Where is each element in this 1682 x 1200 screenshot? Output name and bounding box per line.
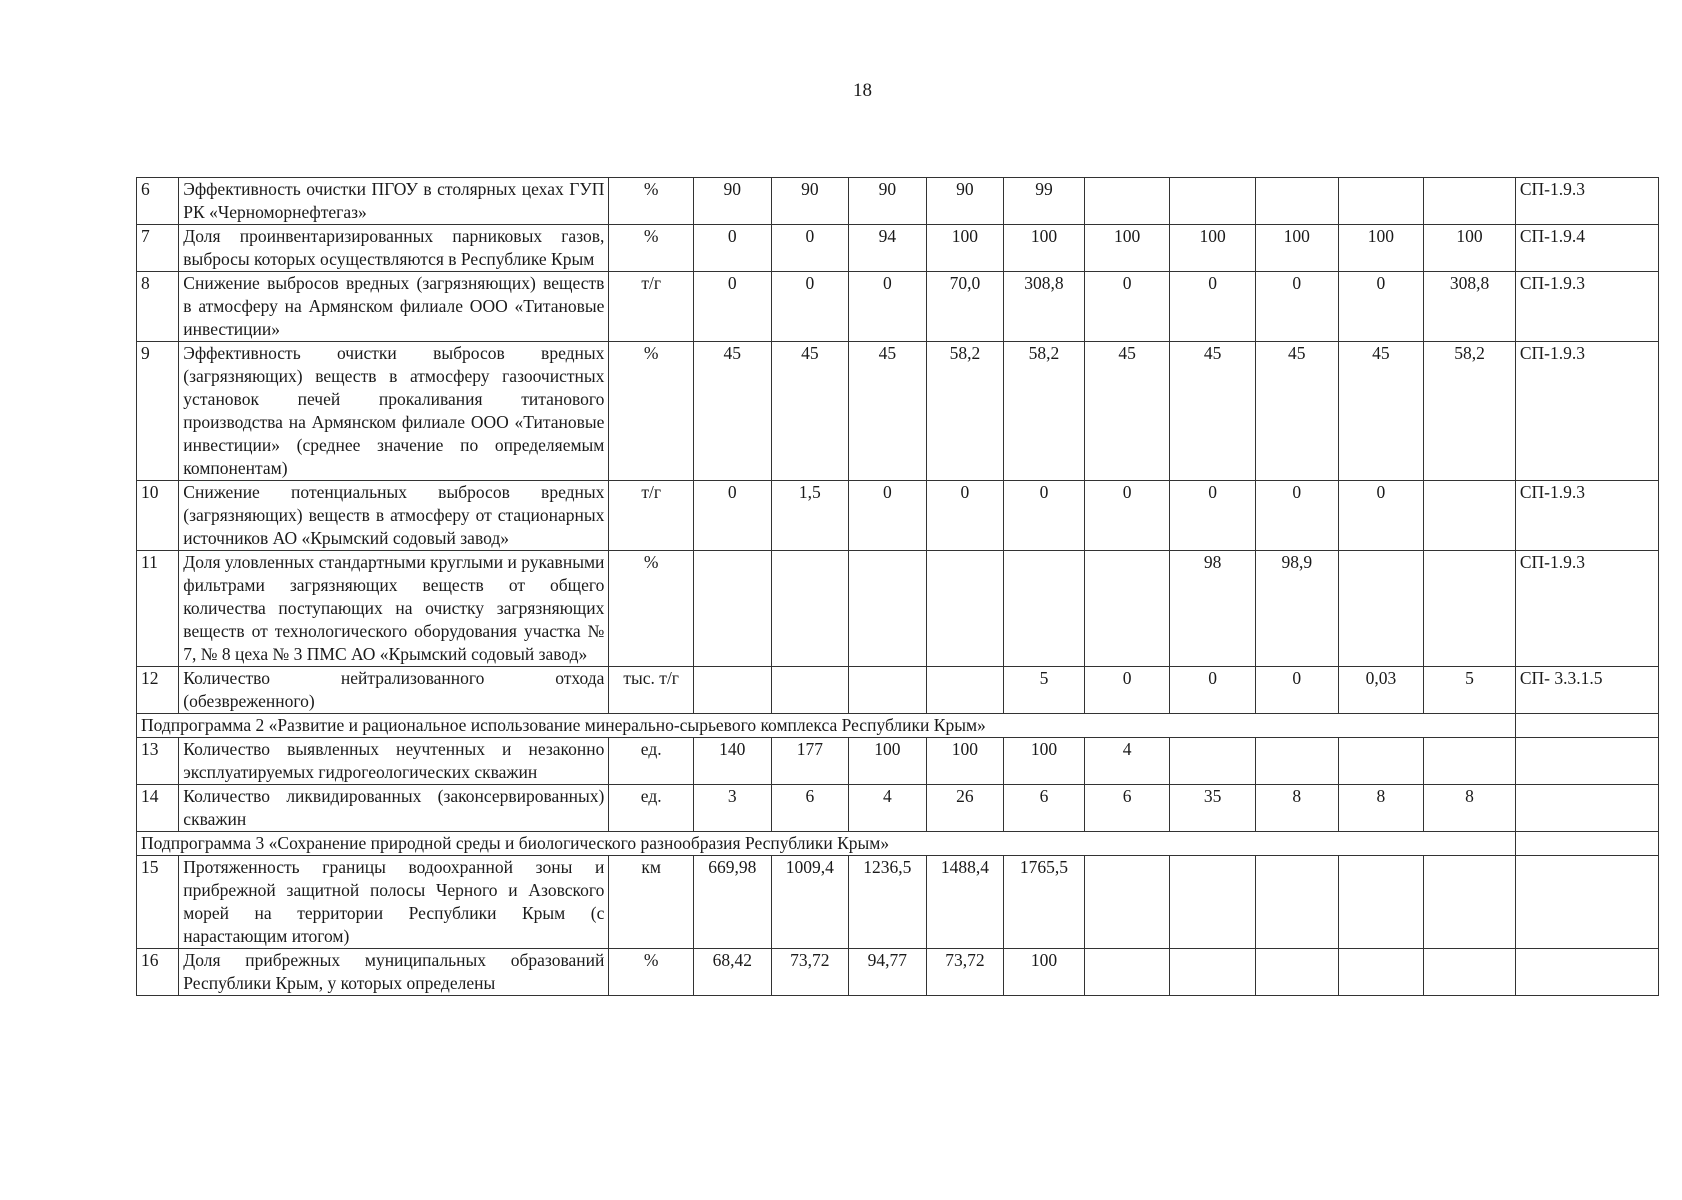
value-cell	[1170, 178, 1256, 225]
value-cell: 140	[694, 738, 772, 785]
value-cell: 0	[1255, 272, 1338, 342]
unit-cell: т/г	[609, 481, 694, 551]
value-cell: 0	[926, 481, 1004, 551]
value-cell: 0	[849, 481, 927, 551]
value-cell	[1084, 856, 1170, 949]
value-cell: 58,2	[1004, 342, 1085, 481]
value-cell: 45	[771, 342, 849, 481]
subprogram-row	[137, 714, 1659, 738]
unit-cell: %	[609, 551, 694, 667]
value-cell	[1255, 949, 1338, 996]
value-cell: 100	[1338, 225, 1424, 272]
value-cell: 1765,5	[1004, 856, 1085, 949]
value-cell	[1338, 178, 1424, 225]
value-cell: 0	[1084, 481, 1170, 551]
value-cell: 26	[926, 785, 1004, 832]
program-code	[1515, 949, 1658, 996]
value-cell: 100	[1004, 225, 1085, 272]
row-number: 12	[137, 667, 179, 714]
program-code: СП-1.9.3	[1515, 551, 1658, 667]
unit-cell: %	[609, 178, 694, 225]
value-cell	[1084, 949, 1170, 996]
value-cell	[849, 667, 927, 714]
value-cell: 0	[1338, 272, 1424, 342]
value-cell: 0,03	[1338, 667, 1424, 714]
program-code	[1515, 785, 1658, 832]
row-number: 11	[137, 551, 179, 667]
subprogram-code-cell	[1515, 832, 1658, 856]
value-cell: 0	[1084, 667, 1170, 714]
value-cell: 58,2	[926, 342, 1004, 481]
value-cell	[771, 551, 849, 667]
value-cell	[1338, 856, 1424, 949]
value-cell: 100	[1004, 738, 1085, 785]
program-code	[1515, 738, 1658, 785]
row-number: 14	[137, 785, 179, 832]
value-cell: 4	[1084, 738, 1170, 785]
indicator-name: Количество ликвидированных (законсервированных) скважин	[179, 785, 609, 832]
unit-cell: ед.	[609, 785, 694, 832]
value-cell: 100	[926, 225, 1004, 272]
indicator-name: Эффективность очистки выбросов вредных (загрязняющих) веществ в атмосферу газоочистных установок печей прокаливания титанового производства на Армянском филиале ООО «Титановые инвестиции» (среднее значение по определяемым компонентам)	[179, 342, 609, 481]
unit-cell: %	[609, 342, 694, 481]
value-cell: 73,72	[926, 949, 1004, 996]
value-cell	[1424, 551, 1516, 667]
row-number: 6	[137, 178, 179, 225]
row-number: 9	[137, 342, 179, 481]
subprogram-title: Подпрограмма 3 «Сохранение природной среды и биологического разнообразия Республики Крым»	[137, 832, 1516, 856]
indicator-name: Протяженность границы водоохранной зоны и прибрежной защитной полосы Черного и Азовского морей на территории Республики Крым (с нарастающим итогом)	[179, 856, 609, 949]
value-cell: 58,2	[1424, 342, 1516, 481]
value-cell: 90	[849, 178, 927, 225]
value-cell: 73,72	[771, 949, 849, 996]
value-cell	[1338, 949, 1424, 996]
value-cell: 70,0	[926, 272, 1004, 342]
indicator-name: Количество выявленных неучтенных и незаконно эксплуатируемых гидрогеологических скважин	[179, 738, 609, 785]
value-cell: 6	[771, 785, 849, 832]
value-cell: 35	[1170, 785, 1256, 832]
value-cell: 0	[694, 272, 772, 342]
table-row	[137, 551, 1659, 667]
value-cell: 94	[849, 225, 927, 272]
row-number: 8	[137, 272, 179, 342]
value-cell: 1,5	[771, 481, 849, 551]
unit-cell: %	[609, 949, 694, 996]
unit-cell: тыс. т/г	[609, 667, 694, 714]
value-cell: 0	[1170, 272, 1256, 342]
value-cell: 0	[1170, 667, 1256, 714]
indicator-name: Доля уловленных стандартными круглыми и рукавными фильтрами загрязняющих веществ от общего количества поступающих на очистку загрязняющих веществ от технологического оборудования участка № 7, № 8 цеха № 3 ПМС АО «Крымский содовый завод»	[179, 551, 609, 667]
table-row	[137, 738, 1659, 785]
value-cell	[1170, 738, 1256, 785]
value-cell	[1084, 178, 1170, 225]
value-cell: 100	[1004, 949, 1085, 996]
indicator-name: Снижение выбросов вредных (загрязняющих) веществ в атмосферу на Армянском филиале ООО «Титановые инвестиции»	[179, 272, 609, 342]
page-number: 18	[853, 80, 872, 101]
value-cell: 0	[771, 225, 849, 272]
value-cell: 100	[849, 738, 927, 785]
value-cell: 98	[1170, 551, 1256, 667]
value-cell	[926, 551, 1004, 667]
value-cell: 90	[771, 178, 849, 225]
value-cell	[1255, 738, 1338, 785]
value-cell: 8	[1424, 785, 1516, 832]
value-cell	[849, 551, 927, 667]
value-cell: 90	[694, 178, 772, 225]
value-cell: 1488,4	[926, 856, 1004, 949]
value-cell: 8	[1255, 785, 1338, 832]
value-cell: 45	[694, 342, 772, 481]
program-code: СП-1.9.4	[1515, 225, 1658, 272]
program-code: СП-1.9.3	[1515, 481, 1658, 551]
table-row	[137, 949, 1659, 996]
value-cell: 0	[771, 272, 849, 342]
value-cell: 100	[1424, 225, 1516, 272]
value-cell: 8	[1338, 785, 1424, 832]
value-cell: 0	[694, 481, 772, 551]
value-cell: 98,9	[1255, 551, 1338, 667]
subprogram-row	[137, 832, 1659, 856]
value-cell: 100	[926, 738, 1004, 785]
row-number: 16	[137, 949, 179, 996]
indicator-name: Доля прибрежных муниципальных образований Республики Крым, у которых определены	[179, 949, 609, 996]
subprogram-title: Подпрограмма 2 «Развитие и рациональное использование минерально-сырьевого комплекса Республики Крым»	[137, 714, 1516, 738]
value-cell: 99	[1004, 178, 1085, 225]
subprogram-code-cell	[1515, 714, 1658, 738]
value-cell	[1424, 738, 1516, 785]
value-cell	[1424, 481, 1516, 551]
program-code: СП- 3.3.1.5	[1515, 667, 1658, 714]
value-cell: 45	[1084, 342, 1170, 481]
value-cell	[1255, 856, 1338, 949]
value-cell: 0	[849, 272, 927, 342]
value-cell: 0	[1084, 272, 1170, 342]
value-cell	[926, 667, 1004, 714]
value-cell	[1255, 178, 1338, 225]
indicator-name: Количество нейтрализованного отхода (обезвреженного)	[179, 667, 609, 714]
program-code: СП-1.9.3	[1515, 272, 1658, 342]
table-row	[137, 856, 1659, 949]
value-cell: 1009,4	[771, 856, 849, 949]
value-cell: 100	[1255, 225, 1338, 272]
program-code	[1515, 856, 1658, 949]
indicator-name: Доля проинвентаризированных парниковых газов, выбросы которых осуществляются в Республике Крым	[179, 225, 609, 272]
value-cell: 5	[1004, 667, 1085, 714]
value-cell: 177	[771, 738, 849, 785]
indicator-name: Снижение потенциальных выбросов вредных (загрязняющих) веществ в атмосферу от стационарных источников АО «Крымский содовый завод»	[179, 481, 609, 551]
value-cell	[1338, 738, 1424, 785]
value-cell: 3	[694, 785, 772, 832]
value-cell: 90	[926, 178, 1004, 225]
unit-cell: т/г	[609, 272, 694, 342]
indicator-name: Эффективность очистки ПГОУ в столярных цехах ГУП РК «Черноморнефтегаз»	[179, 178, 609, 225]
program-code: СП-1.9.3	[1515, 342, 1658, 481]
unit-cell: ед.	[609, 738, 694, 785]
value-cell	[1004, 551, 1085, 667]
row-number: 15	[137, 856, 179, 949]
value-cell	[771, 667, 849, 714]
value-cell: 68,42	[694, 949, 772, 996]
value-cell: 100	[1170, 225, 1256, 272]
value-cell: 4	[849, 785, 927, 832]
value-cell	[1424, 856, 1516, 949]
value-cell: 100	[1084, 225, 1170, 272]
unit-cell: %	[609, 225, 694, 272]
table-row	[137, 481, 1659, 551]
table-row	[137, 272, 1659, 342]
value-cell	[1170, 856, 1256, 949]
value-cell	[1084, 551, 1170, 667]
row-number: 7	[137, 225, 179, 272]
value-cell: 308,8	[1004, 272, 1085, 342]
value-cell	[1170, 949, 1256, 996]
value-cell: 669,98	[694, 856, 772, 949]
value-cell: 45	[1255, 342, 1338, 481]
value-cell	[1424, 178, 1516, 225]
row-number: 10	[137, 481, 179, 551]
value-cell: 0	[694, 225, 772, 272]
table-row	[137, 225, 1659, 272]
table-row	[137, 667, 1659, 714]
value-cell: 308,8	[1424, 272, 1516, 342]
value-cell: 6	[1004, 785, 1085, 832]
value-cell: 94,77	[849, 949, 927, 996]
value-cell	[1424, 949, 1516, 996]
row-number: 13	[137, 738, 179, 785]
value-cell: 5	[1424, 667, 1516, 714]
indicators-table	[136, 177, 1659, 996]
value-cell: 45	[1170, 342, 1256, 481]
unit-cell: км	[609, 856, 694, 949]
program-code: СП-1.9.3	[1515, 178, 1658, 225]
table-body	[137, 178, 1659, 996]
value-cell: 0	[1170, 481, 1256, 551]
value-cell: 45	[1338, 342, 1424, 481]
value-cell: 0	[1004, 481, 1085, 551]
value-cell	[694, 551, 772, 667]
value-cell	[1338, 551, 1424, 667]
value-cell: 0	[1255, 667, 1338, 714]
value-cell: 1236,5	[849, 856, 927, 949]
value-cell: 6	[1084, 785, 1170, 832]
table-row	[137, 178, 1659, 225]
value-cell: 45	[849, 342, 927, 481]
value-cell	[694, 667, 772, 714]
table-row	[137, 785, 1659, 832]
value-cell: 0	[1255, 481, 1338, 551]
table-row	[137, 342, 1659, 481]
value-cell: 0	[1338, 481, 1424, 551]
